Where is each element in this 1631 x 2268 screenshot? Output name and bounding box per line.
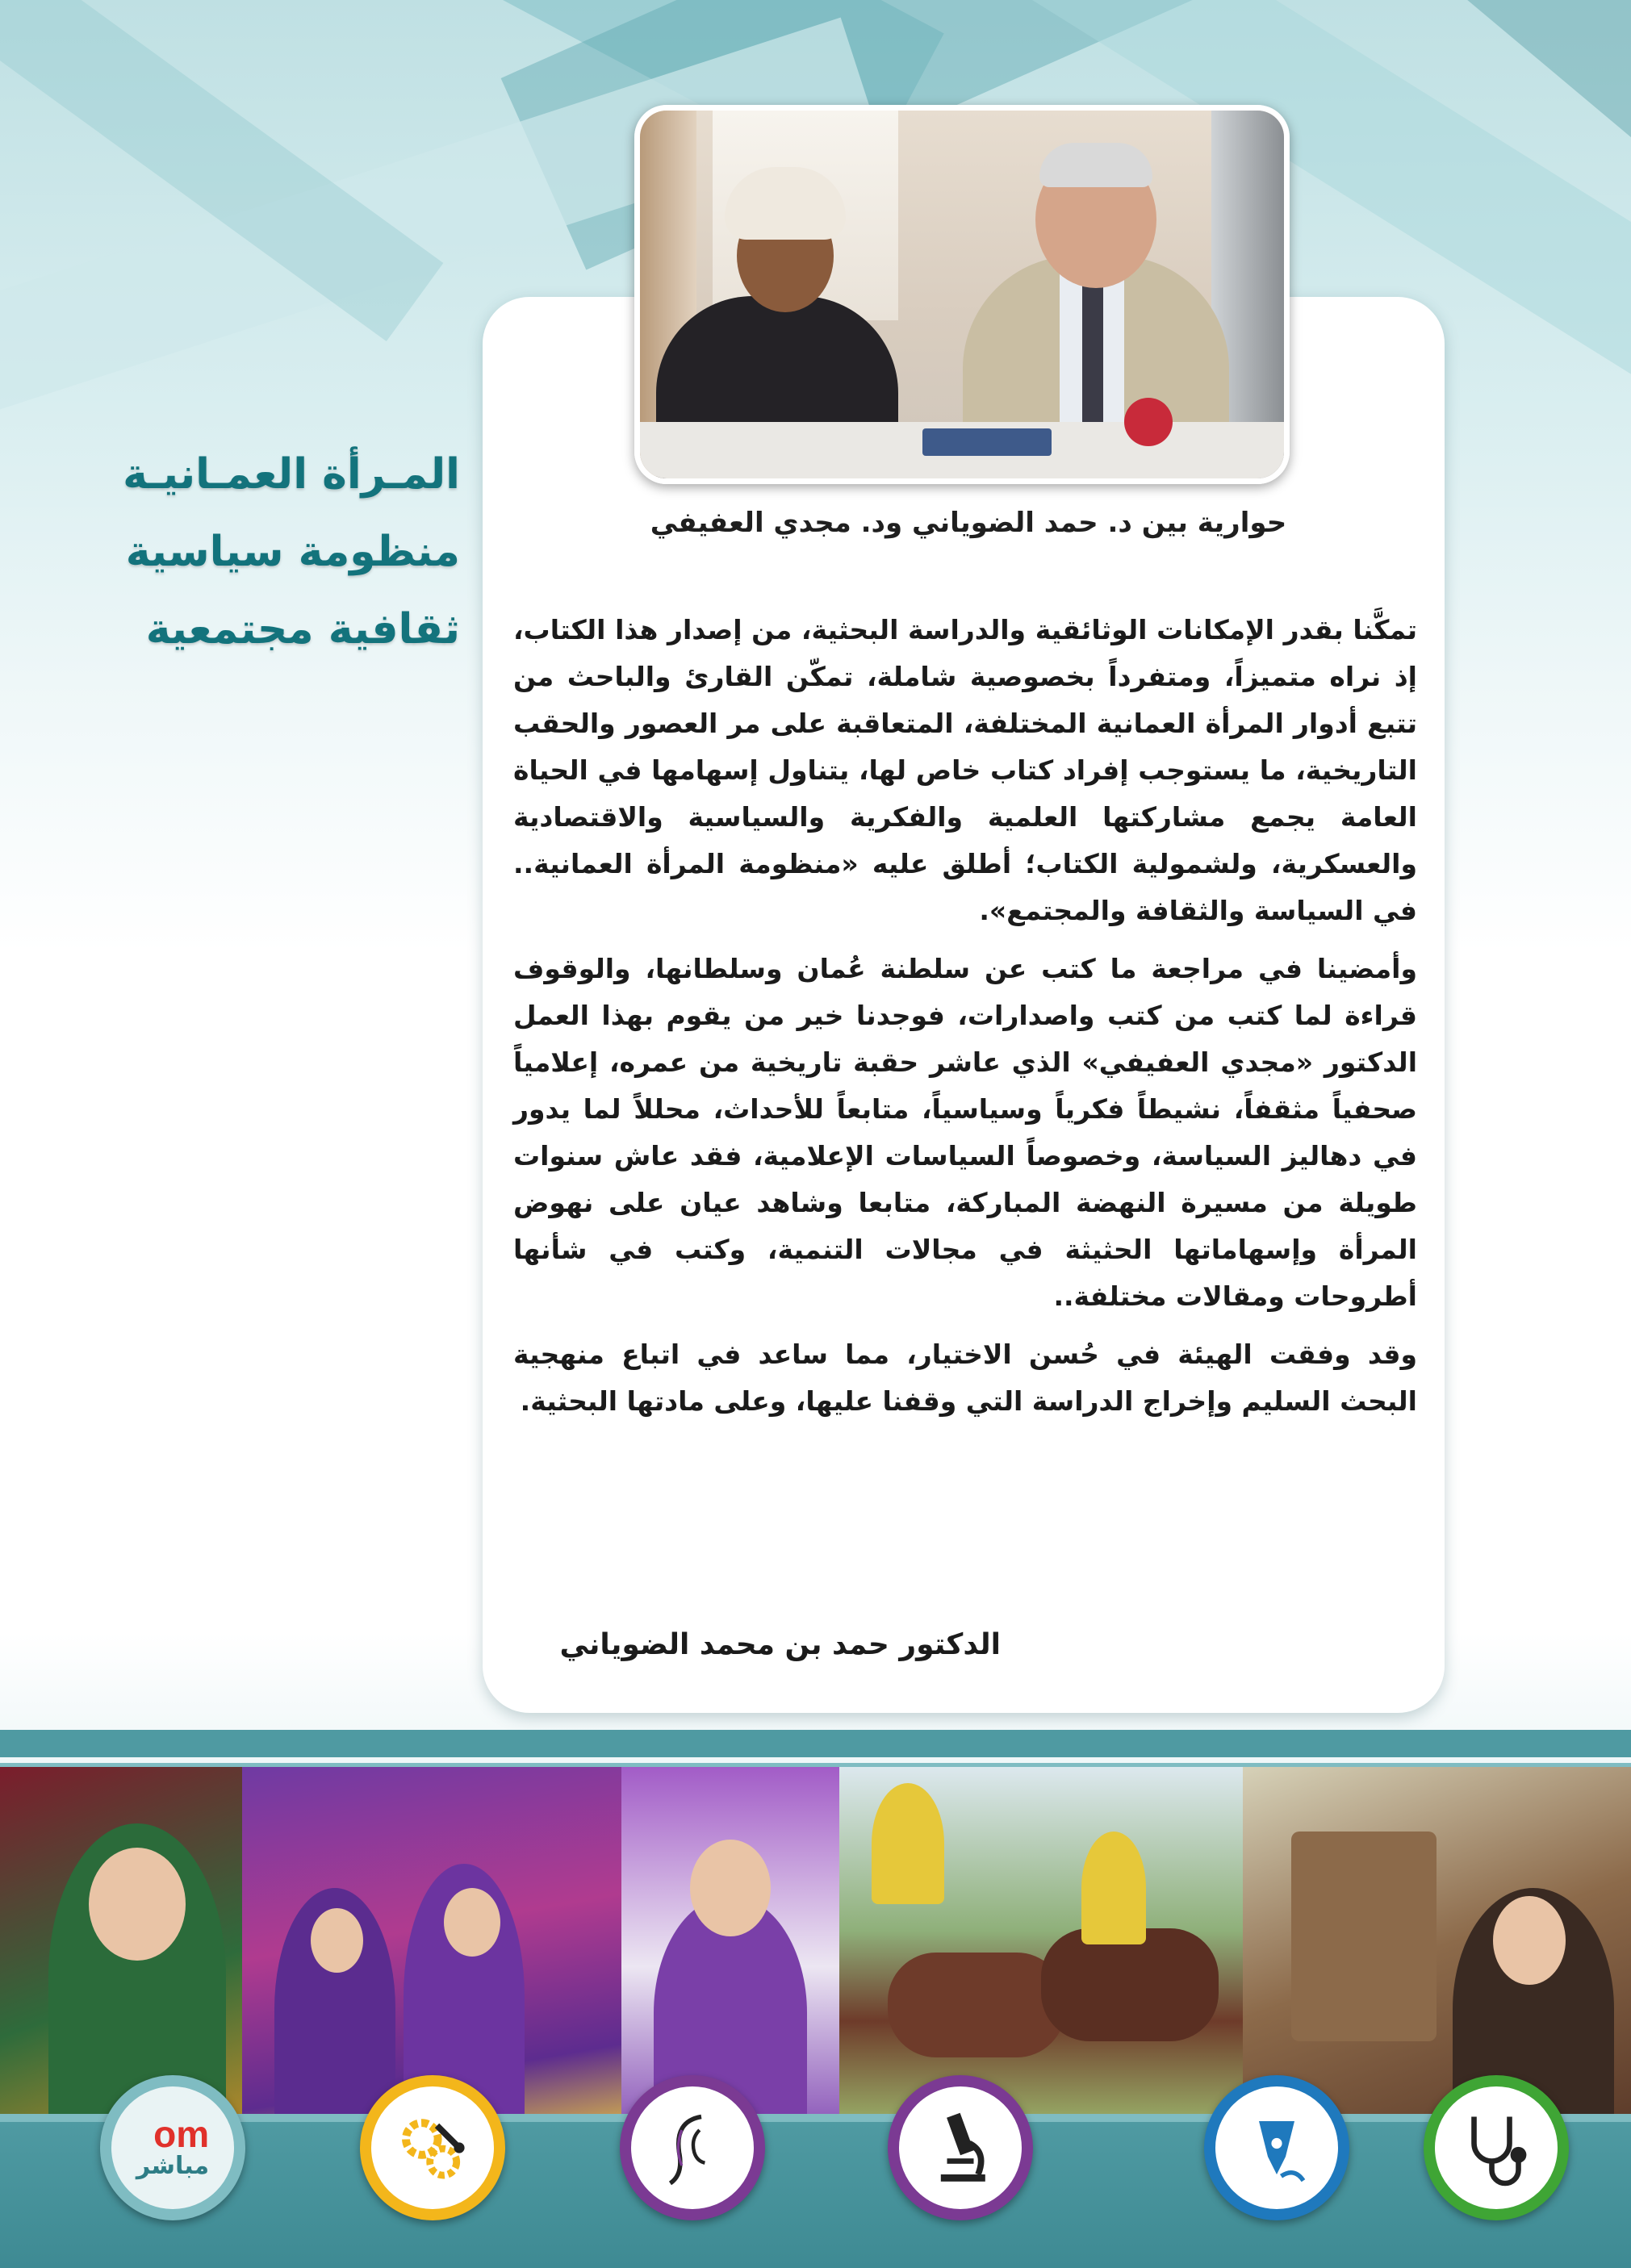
article-body xyxy=(513,607,1417,1436)
collage-face xyxy=(444,1888,500,1957)
title-line-1: المـرأة العمـانيـة xyxy=(123,450,460,499)
title-line-2: منظومة سياسية xyxy=(125,528,460,576)
collage-rider xyxy=(872,1783,944,1904)
interview-photo xyxy=(634,105,1290,484)
collage-horse xyxy=(888,1953,1065,2057)
woman-calligraphy-ring xyxy=(620,2075,765,2220)
title-line-3: ثقافية مجتمعية xyxy=(145,605,460,654)
photo-book xyxy=(922,428,1052,456)
collage-face xyxy=(1493,1896,1566,1985)
collage-traditional-dress xyxy=(0,1767,242,2130)
microscope-icon xyxy=(916,2103,1005,2192)
photo-flower xyxy=(1124,398,1173,446)
stethoscope-icon xyxy=(1452,2103,1541,2192)
collage-horse-riders xyxy=(839,1767,1243,2130)
pen-nib-icon xyxy=(1232,2103,1321,2192)
collage-rider xyxy=(1081,1832,1146,1944)
photo-collage xyxy=(0,1767,1631,2130)
article-paragraph: وقد وفقت الهيئة في حُسن الاختيار، مما ساعد في اتباع منهجية البحث السليم وإخراج الدراسة التي وقفنا عليها، وعلى مادتها البحثية. xyxy=(513,1339,1417,1417)
microscope-ring xyxy=(888,2075,1033,2220)
collage-podium xyxy=(1291,1832,1437,2041)
logo-mark: om xyxy=(153,2113,210,2155)
divider-bar xyxy=(0,1730,1631,1757)
gears-icon xyxy=(388,2103,477,2192)
om-logo-ring xyxy=(100,2075,245,2220)
om-logo xyxy=(136,2113,210,2180)
photo-person-right-hair xyxy=(1039,143,1152,187)
collage-face xyxy=(311,1908,363,1973)
collage-face xyxy=(89,1848,186,1961)
section-title xyxy=(56,436,460,668)
photo-caption: حوارية بين د. حمد الضوياني ود. مجدي العفيفي xyxy=(650,507,1287,539)
gears-ring xyxy=(360,2075,505,2220)
collage-horse xyxy=(1041,1928,1219,2041)
collage-graduate xyxy=(621,1767,839,2130)
collage-speaker-heritage xyxy=(1243,1767,1631,2130)
pen-nib-ring xyxy=(1204,2075,1349,2220)
article-paragraph: وأمضينا في مراجعة ما كتب عن سلطنة عُمان وسلطانها، والوقوف قراءة لما كتب من كتب واصدارات، فوجدنا خير من يقوم بهذا العمل الدكتور «مجدي العفيفي» الذي عاشر حقبة تاريخية من عمره، إعلامياً صحفياً مثقفاً، نشيطاً فكرياً وسياسياً، متابعاً للأحداث، محللاً لما يدور في دهاليز السياسة، وخصوصاً السياسات الإعلامية، فقد عاش سنوات طويلة من مسيرة النهضة المباركة، متابعا وشاهد عيان على نهوض المرأة وإسهاماتها الحثيثة في مجالات التنمية، وكتب في شأنها أطروحات ومقالات مختلفة.. xyxy=(513,953,1417,1312)
logo-text: مباشر xyxy=(136,2152,210,2180)
article-paragraph: تمكَّنا بقدر الإمكانات الوثائقية والدراسة البحثية، من إصدار هذا الكتاب، إذ نراه متميزاً، ومتفرداً بخصوصية شاملة، تمكّن القارئ والباحث من تتبع أدوار المرأة العمانية المختلفة، المتعاقبة على مر العصور والحقب التاريخية، ما يستوجب إفراد كتاب خاص لها، يتناول إسهامها في الحياة العامة يجمع مشاركتها العلمية والفكرية والسياسية والاقتصادية والعسكرية، ولشمولية الكتاب؛ أطلق عليه «منظومة المرأة العمانية.. في السياسة والثقافة والمجتمع». xyxy=(513,614,1417,926)
collage-face xyxy=(690,1840,771,1936)
woman-calligraphy-icon xyxy=(648,2103,737,2192)
author-signature: الدكتور حمد بن محمد الضوياني xyxy=(559,1628,1001,1661)
stethoscope-ring xyxy=(1424,2075,1569,2220)
